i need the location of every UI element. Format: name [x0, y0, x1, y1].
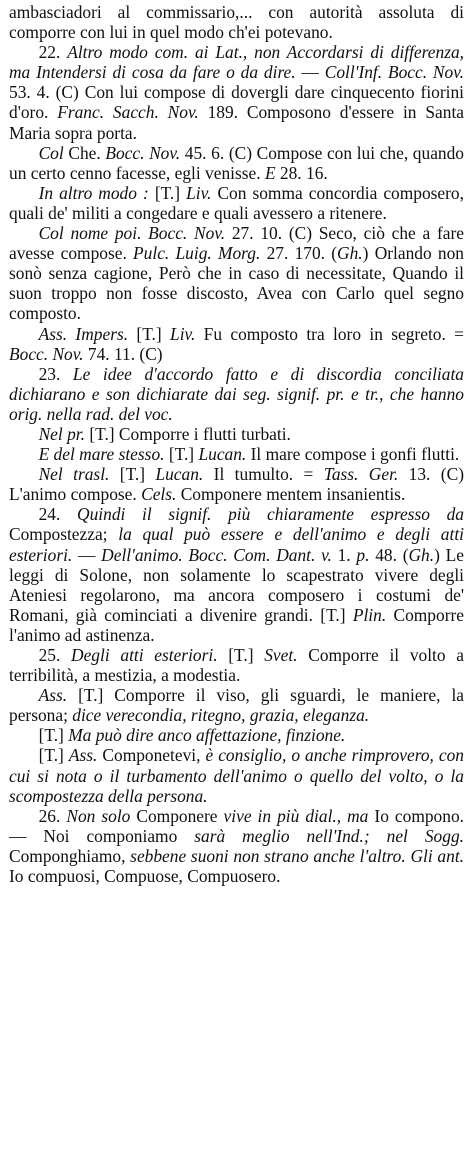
italic-text-run: Col	[38, 142, 64, 163]
italic-text-run: Altro modo com. ai Lat., non Accordarsi di differenza, ma Intendersi di cosa da fare o da dire.	[9, 42, 465, 83]
italic-text-run: Ass.	[68, 745, 98, 766]
text-run: Comporre l'animo ad astinenza.	[9, 604, 464, 645]
text-run: [T.]	[128, 323, 171, 344]
italic-text-run: Bocc. Nov.	[105, 142, 181, 163]
text-run: ) Le leggi di Solone, non solamente lo scapestrato vivere degli Ateniesi regolarono, ma ancora composero i costumi de' Romani, già cominciati a divenire grandi. [T.]	[9, 544, 464, 625]
text-run: 48. (	[369, 544, 409, 565]
text-run: Che.	[63, 142, 106, 163]
text-run: Compostezza;	[9, 524, 119, 545]
italic-text-run: vive in più dial., ma	[223, 805, 369, 826]
italic-text-run: Dell'animo. Bocc. Com. Dant. v.	[101, 544, 332, 565]
text-run: Componere mentem insanientis.	[176, 484, 406, 505]
italic-text-run: Svet.	[264, 645, 298, 665]
text-run: 27. 10. (C) Seco, ciò che a fare avesse compose.	[9, 223, 464, 264]
entry-paragraph	[9, 725, 464, 745]
text-run: Fu composto tra loro in segreto. =	[195, 323, 464, 344]
text-run: [T.]	[217, 645, 265, 665]
entry-paragraph	[9, 645, 464, 685]
entry-paragraph	[9, 745, 464, 805]
entry-paragraph	[9, 806, 464, 886]
text-run: 24.	[38, 504, 78, 525]
italic-text-run: Bocc. Nov.	[9, 343, 84, 364]
entry-paragraph	[9, 464, 464, 504]
text-run: 189. Composono d'essere in Santa Maria sopra porta.	[9, 102, 464, 143]
italic-text-run: Nel pr.	[38, 423, 85, 444]
text-run: Il tumulto. =	[203, 464, 324, 485]
text-run: ambasciadori al commissario,... con autorità assoluta di comporre con lui in quel modo ch'ei potevano.	[9, 2, 464, 43]
text-run: Componghiamo,	[9, 845, 131, 866]
italic-text-run: Liv.	[170, 323, 196, 344]
entry-paragraph	[9, 42, 464, 142]
italic-text-run: In altro modo :	[38, 182, 149, 203]
text-run: [T.]	[38, 745, 69, 766]
text-run: 23.	[38, 363, 73, 384]
italic-text-run: Lucan.	[198, 444, 247, 465]
text-run: Componere	[130, 805, 224, 826]
text-run: Comporre il volto a terribilità, a mestizia, a modestia.	[9, 645, 464, 686]
text-run: [T.] Comporre i flutti turbati.	[84, 423, 291, 444]
italic-text-run: dice verecondia, ritegno, grazia, eleganza.	[72, 705, 370, 726]
entry-paragraph	[9, 685, 464, 725]
entry-paragraph	[9, 2, 464, 42]
italic-text-run: sebbene suoni non strano anche l'altro. Gli ant.	[130, 845, 464, 866]
italic-text-run: Coll'Inf. Bocc. Nov.	[324, 62, 465, 83]
entry-paragraph	[9, 424, 464, 444]
entry-paragraph	[9, 183, 464, 223]
entry-paragraph	[9, 324, 464, 364]
text-run: Componetevi,	[97, 745, 206, 766]
entry-paragraph	[9, 364, 464, 424]
italic-text-run: E del mare stesso.	[38, 444, 165, 465]
text-run: —	[295, 62, 325, 83]
italic-text-run: Gh.	[408, 544, 435, 565]
italic-text-run: E	[264, 162, 276, 183]
text-run: [T.] Comporre il viso, gli sguardi, le maniere, la persona;	[9, 685, 464, 726]
italic-text-run: Col nome poi. Bocc. Nov.	[38, 223, 226, 244]
text-run: Io compuosi, Compuose, Compuosero.	[9, 866, 281, 887]
entry-paragraph	[9, 223, 464, 323]
italic-text-run: Liv.	[186, 182, 212, 203]
italic-text-run: Plin.	[352, 604, 387, 625]
text-run: 28. 16.	[275, 162, 328, 183]
text-run: 45. 6. (C) Compose con lui che, quando un certo cenno facesse, egli venisse.	[9, 142, 464, 183]
italic-text-run: Ass. Impers.	[38, 323, 129, 344]
italic-text-run: è consiglio, o anche rimprovero, con cui si nota o il turbamento dell'animo o quello del volto, o la scompostezza della persona.	[9, 745, 464, 806]
text-run: 27. 170. (	[260, 243, 338, 264]
italic-text-run: Cels.	[141, 484, 177, 505]
text-run: 25.	[38, 645, 72, 665]
text-run: 1.	[331, 544, 357, 565]
text-run: [T.]	[38, 725, 69, 746]
text-run: [T.]	[164, 444, 199, 465]
text-run: ) Orlando non sonò senza cagione, Però che in caso di necessitate, Quando il suon troppo non fosse discosto, Avea con Carlo quel segno composto.	[9, 243, 465, 324]
italic-text-run: Pulc. Luig. Morg.	[133, 243, 261, 264]
italic-text-run: Non solo	[66, 805, 131, 826]
italic-text-run: Gh.	[337, 243, 363, 264]
italic-text-run: Tass. Ger.	[323, 464, 399, 485]
text-run: —	[72, 544, 102, 565]
italic-text-run: Lucan.	[155, 464, 204, 485]
italic-text-run: Nel trasl.	[38, 464, 110, 485]
text-run: 26.	[38, 805, 67, 826]
text-run: Il mare compose i gonfi flutti.	[246, 444, 460, 465]
italic-text-run: Ma può dire anco affettazione, finzione.	[68, 725, 346, 746]
italic-text-run: Quindi il signif. più chiaramente espresso da	[77, 504, 465, 525]
entry-paragraph	[9, 444, 464, 464]
text-run: 53. 4. (C) Con lui compose di dovergli dare cinquecento fiorini d'oro.	[9, 82, 464, 123]
italic-text-run: Degli atti esteriori.	[71, 645, 218, 665]
text-run: 13. (C) L'animo compose.	[9, 464, 464, 505]
text-run: Con somma concordia composero, quali de' militi a congedare e quali avessero a ritenere.	[9, 182, 464, 223]
text-run: 22.	[38, 42, 68, 63]
text-run: 74. 11. (C)	[83, 343, 163, 364]
entry-paragraph	[9, 143, 464, 183]
italic-text-run: p.	[356, 544, 370, 565]
italic-text-run: Le idee d'accordo fatto e di discordia conciliata dichiarano e son dichiarate dai seg. signif. pr. e tr., che hanno orig. nella rad. del voc.	[9, 363, 464, 424]
text-run: [T.]	[148, 182, 187, 203]
italic-text-run: Ass.	[38, 685, 68, 706]
italic-text-run: la qual può essere e dell'animo e degli atti esteriori.	[9, 524, 464, 565]
text-run: [T.]	[109, 464, 156, 485]
italic-text-run: Franc. Sacch. Nov.	[57, 102, 199, 123]
entry-paragraph	[9, 504, 464, 645]
italic-text-run: sarà meglio nell'Ind.; nel Sogg.	[194, 825, 464, 846]
text-run: Io compono. — Noi componiamo	[9, 805, 464, 846]
